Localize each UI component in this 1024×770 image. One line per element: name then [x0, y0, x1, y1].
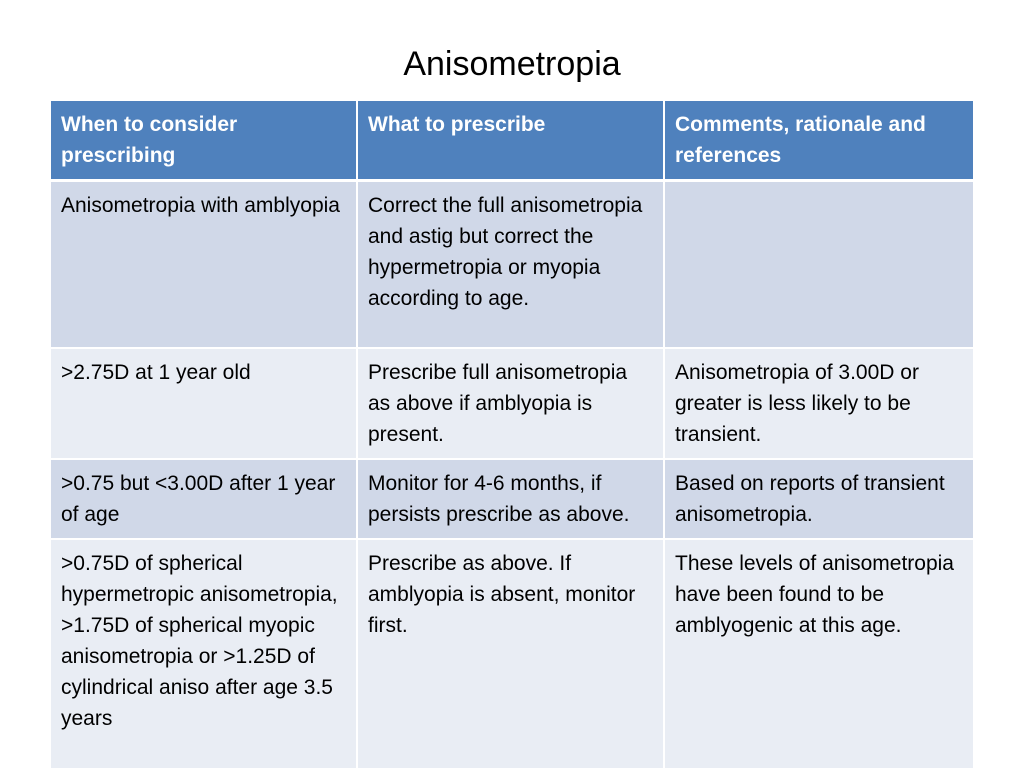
- header-what-to-prescribe: What to prescribe: [358, 101, 665, 182]
- cell-when: >0.75D of spherical hypermetropic anisometropia, >1.75D of spherical myopic anisometropia or >1.25D of cylindrical aniso after age 3.5 years: [51, 540, 358, 770]
- table-row: [51, 460, 973, 540]
- header-comments: Comments, rationale and references: [665, 101, 973, 182]
- cell-what: Monitor for 4-6 months, if persists prescribe as above.: [358, 460, 665, 540]
- cell-what: Correct the full anisometropia and astig but correct the hypermetropia or myopia according to age.: [358, 182, 665, 349]
- cell-what: Prescribe as above. If amblyopia is absent, monitor first.: [358, 540, 665, 770]
- table-row: [51, 349, 973, 460]
- table-row: [51, 182, 973, 349]
- table-row: [51, 540, 973, 770]
- cell-comments: These levels of anisometropia have been found to be amblyogenic at this age.: [665, 540, 973, 770]
- prescribing-table: [51, 101, 973, 770]
- cell-comments: Based on reports of transient anisometropia.: [665, 460, 973, 540]
- cell-when: >2.75D at 1 year old: [51, 349, 358, 460]
- slide-title: Anisometropia: [403, 45, 621, 83]
- cell-comments: Anisometropia of 3.00D or greater is less likely to be transient.: [665, 349, 973, 460]
- cell-when: Anisometropia with amblyopia: [51, 182, 358, 349]
- header-when-to-consider: When to consider prescribing: [51, 101, 358, 182]
- cell-comments: [665, 182, 973, 349]
- cell-when: >0.75 but <3.00D after 1 year of age: [51, 460, 358, 540]
- table-header-row: [51, 101, 973, 182]
- cell-what: Prescribe full anisometropia as above if amblyopia is present.: [358, 349, 665, 460]
